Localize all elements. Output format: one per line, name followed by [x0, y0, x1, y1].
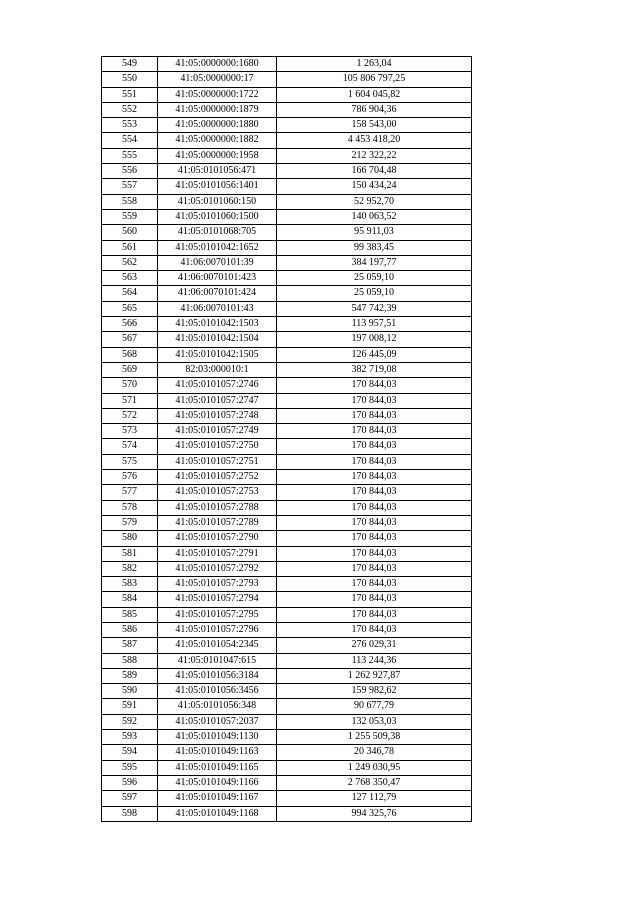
- row-number-cell: 555: [102, 148, 158, 163]
- row-number-cell: 591: [102, 699, 158, 714]
- cadastral-value-cell: 1 249 030,95: [277, 760, 472, 775]
- cadastral-number-cell: 41:05:0101049:1167: [158, 791, 277, 806]
- table-row: [102, 209, 472, 224]
- row-number-cell: 552: [102, 102, 158, 117]
- table-row: [102, 362, 472, 377]
- table-row: [102, 485, 472, 500]
- table-row: [102, 515, 472, 530]
- row-number-cell: 592: [102, 714, 158, 729]
- cadastral-number-cell: 41:05:0101056:3456: [158, 684, 277, 699]
- table-row: [102, 577, 472, 592]
- cadastral-number-cell: 41:06:0070101:424: [158, 286, 277, 301]
- row-number-cell: 571: [102, 393, 158, 408]
- cadastral-number-cell: 41:06:0070101:39: [158, 255, 277, 270]
- cadastral-value-cell: 20 346,78: [277, 745, 472, 760]
- cadastral-number-cell: 41:05:0101057:2037: [158, 714, 277, 729]
- row-number-cell: 564: [102, 286, 158, 301]
- table-row: [102, 240, 472, 255]
- cadastral-number-cell: 41:05:0101057:2789: [158, 515, 277, 530]
- table-body: [102, 57, 472, 822]
- cadastral-value-cell: 132 053,03: [277, 714, 472, 729]
- table-row: [102, 164, 472, 179]
- cadastral-value-cell: 170 844,03: [277, 622, 472, 637]
- table-row: [102, 317, 472, 332]
- row-number-cell: 594: [102, 745, 158, 760]
- table-row: [102, 806, 472, 821]
- cadastral-value-cell: 126 445,09: [277, 347, 472, 362]
- row-number-cell: 585: [102, 607, 158, 622]
- table-row: [102, 225, 472, 240]
- cadastral-value-cell: 170 844,03: [277, 607, 472, 622]
- cadastral-number-cell: 41:05:0101057:2795: [158, 607, 277, 622]
- row-number-cell: 572: [102, 408, 158, 423]
- table-row: [102, 378, 472, 393]
- row-number-cell: 586: [102, 622, 158, 637]
- cadastral-number-cell: 41:05:0101057:2788: [158, 500, 277, 515]
- row-number-cell: 596: [102, 775, 158, 790]
- row-number-cell: 593: [102, 730, 158, 745]
- cadastral-number-cell: 41:05:0101057:2794: [158, 592, 277, 607]
- cadastral-value-cell: 170 844,03: [277, 408, 472, 423]
- cadastral-number-cell: 41:05:0101057:2751: [158, 454, 277, 469]
- row-number-cell: 550: [102, 72, 158, 87]
- cadastral-value-cell: 786 904,36: [277, 102, 472, 117]
- row-number-cell: 589: [102, 668, 158, 683]
- table-row: [102, 439, 472, 454]
- row-number-cell: 557: [102, 179, 158, 194]
- cadastral-value-cell: 170 844,03: [277, 424, 472, 439]
- table-row: [102, 622, 472, 637]
- row-number-cell: 574: [102, 439, 158, 454]
- cadastral-number-cell: 41:05:0101056:348: [158, 699, 277, 714]
- cadastral-value-cell: 1 262 927,87: [277, 668, 472, 683]
- cadastral-value-cell: 170 844,03: [277, 515, 472, 530]
- table-row: [102, 87, 472, 102]
- cadastral-value-cell: 170 844,03: [277, 470, 472, 485]
- cadastral-number-cell: 41:05:0101057:2753: [158, 485, 277, 500]
- table-row: [102, 255, 472, 270]
- cadastral-number-cell: 41:06:0070101:423: [158, 271, 277, 286]
- cadastral-number-cell: 41:05:0101049:1168: [158, 806, 277, 821]
- cadastral-value-cell: 159 982,62: [277, 684, 472, 699]
- table-row: [102, 607, 472, 622]
- row-number-cell: 558: [102, 194, 158, 209]
- cadastral-value-cell: 127 112,79: [277, 791, 472, 806]
- row-number-cell: 562: [102, 255, 158, 270]
- row-number-cell: 587: [102, 638, 158, 653]
- table-row: [102, 684, 472, 699]
- cadastral-value-cell: 212 322,22: [277, 148, 472, 163]
- cadastral-number-cell: 41:05:0000000:17: [158, 72, 277, 87]
- table-row: [102, 133, 472, 148]
- cadastral-number-cell: 41:05:0101049:1166: [158, 775, 277, 790]
- table-row: [102, 638, 472, 653]
- cadastral-value-cell: 382 719,08: [277, 362, 472, 377]
- cadastral-value-cell: 113 244,36: [277, 653, 472, 668]
- row-number-cell: 595: [102, 760, 158, 775]
- table-row: [102, 424, 472, 439]
- cadastral-number-cell: 41:05:0101042:1652: [158, 240, 277, 255]
- cadastral-value-cell: 170 844,03: [277, 531, 472, 546]
- cadastral-number-cell: 41:05:0101042:1504: [158, 332, 277, 347]
- row-number-cell: 584: [102, 592, 158, 607]
- table-row: [102, 454, 472, 469]
- row-number-cell: 597: [102, 791, 158, 806]
- cadastral-value-cell: 1 604 045,82: [277, 87, 472, 102]
- cadastral-number-cell: 41:05:0101057:2749: [158, 424, 277, 439]
- row-number-cell: 598: [102, 806, 158, 821]
- cadastral-value-cell: 170 844,03: [277, 592, 472, 607]
- cadastral-number-cell: 41:05:0000000:1958: [158, 148, 277, 163]
- table-row: [102, 714, 472, 729]
- cadastral-number-cell: 41:05:0101057:2791: [158, 546, 277, 561]
- table-row: [102, 668, 472, 683]
- row-number-cell: 581: [102, 546, 158, 561]
- cadastral-number-cell: 41:05:0101057:2747: [158, 393, 277, 408]
- cadastral-value-cell: 276 029,31: [277, 638, 472, 653]
- cadastral-value-cell: 170 844,03: [277, 500, 472, 515]
- cadastral-number-cell: 41:05:0101042:1505: [158, 347, 277, 362]
- cadastral-value-cell: 2 768 350,47: [277, 775, 472, 790]
- cadastral-number-cell: 41:05:0101068:705: [158, 225, 277, 240]
- table-row: [102, 745, 472, 760]
- table-row: [102, 699, 472, 714]
- cadastral-value-cell: 994 325,76: [277, 806, 472, 821]
- row-number-cell: 561: [102, 240, 158, 255]
- table-row: [102, 179, 472, 194]
- cadastral-number-cell: 41:05:0000000:1880: [158, 118, 277, 133]
- row-number-cell: 553: [102, 118, 158, 133]
- cadastral-number-cell: 41:05:0000000:1882: [158, 133, 277, 148]
- cadastral-number-cell: 41:05:0101060:150: [158, 194, 277, 209]
- cadastral-value-cell: 170 844,03: [277, 454, 472, 469]
- cadastral-number-cell: 41:05:0101056:3184: [158, 668, 277, 683]
- row-number-cell: 569: [102, 362, 158, 377]
- row-number-cell: 582: [102, 561, 158, 576]
- cadastral-value-cell: 197 008,12: [277, 332, 472, 347]
- cadastral-number-cell: 41:05:0101057:2752: [158, 470, 277, 485]
- table-row: [102, 301, 472, 316]
- row-number-cell: 573: [102, 424, 158, 439]
- table-row: [102, 148, 472, 163]
- table-row: [102, 561, 472, 576]
- row-number-cell: 568: [102, 347, 158, 362]
- row-number-cell: 590: [102, 684, 158, 699]
- cadastral-number-cell: 41:05:0101057:2750: [158, 439, 277, 454]
- table-row: [102, 57, 472, 72]
- table-row: [102, 760, 472, 775]
- cadastral-value-cell: 547 742,39: [277, 301, 472, 316]
- cadastral-value-cell: 170 844,03: [277, 577, 472, 592]
- cadastral-value-cell: 4 453 418,20: [277, 133, 472, 148]
- cadastral-number-cell: 41:05:0101056:471: [158, 164, 277, 179]
- table-row: [102, 72, 472, 87]
- cadastral-number-cell: 41:05:0000000:1680: [158, 57, 277, 72]
- table-row: [102, 775, 472, 790]
- row-number-cell: 566: [102, 317, 158, 332]
- cadastral-number-cell: 41:05:0101057:2790: [158, 531, 277, 546]
- cadastral-value-cell: 90 677,79: [277, 699, 472, 714]
- cadastral-number-cell: 41:05:0101057:2793: [158, 577, 277, 592]
- row-number-cell: 579: [102, 515, 158, 530]
- cadastral-number-cell: 41:05:0101057:2746: [158, 378, 277, 393]
- row-number-cell: 559: [102, 209, 158, 224]
- table-row: [102, 347, 472, 362]
- row-number-cell: 583: [102, 577, 158, 592]
- cadastral-value-cell: 166 704,48: [277, 164, 472, 179]
- cadastral-value-cell: 384 197,77: [277, 255, 472, 270]
- table-row: [102, 271, 472, 286]
- table-row: [102, 286, 472, 301]
- cadastral-number-cell: 41:05:0101049:1130: [158, 730, 277, 745]
- cadastral-value-cell: 170 844,03: [277, 439, 472, 454]
- cadastral-number-cell: 41:05:0101049:1163: [158, 745, 277, 760]
- table-row: [102, 730, 472, 745]
- table-row: [102, 332, 472, 347]
- table-row: [102, 194, 472, 209]
- table-row: [102, 102, 472, 117]
- cadastral-value-cell: 170 844,03: [277, 546, 472, 561]
- table-row: [102, 118, 472, 133]
- row-number-cell: 554: [102, 133, 158, 148]
- row-number-cell: 556: [102, 164, 158, 179]
- cadastral-number-cell: 41:05:0101057:2792: [158, 561, 277, 576]
- cadastral-value-cell: 99 383,45: [277, 240, 472, 255]
- row-number-cell: 549: [102, 57, 158, 72]
- row-number-cell: 570: [102, 378, 158, 393]
- cadastral-number-cell: 41:05:0101057:2748: [158, 408, 277, 423]
- row-number-cell: 588: [102, 653, 158, 668]
- cadastral-value-cell: 170 844,03: [277, 378, 472, 393]
- cadastral-number-cell: 41:05:0101047:615: [158, 653, 277, 668]
- cadastral-value-cell: 25 059,10: [277, 286, 472, 301]
- cadastral-value-cell: 113 957,51: [277, 317, 472, 332]
- cadastral-value-cell: 158 543,00: [277, 118, 472, 133]
- cadastral-number-cell: 41:06:0070101:43: [158, 301, 277, 316]
- row-number-cell: 577: [102, 485, 158, 500]
- cadastral-value-cell: 25 059,10: [277, 271, 472, 286]
- cadastral-number-cell: 41:05:0000000:1722: [158, 87, 277, 102]
- cadastral-value-cell: 1 263,04: [277, 57, 472, 72]
- row-number-cell: 565: [102, 301, 158, 316]
- cadastral-value-cell: 1 255 509,38: [277, 730, 472, 745]
- cadastral-value-cell: 170 844,03: [277, 485, 472, 500]
- table-row: [102, 592, 472, 607]
- table-row: [102, 470, 472, 485]
- table-row: [102, 653, 472, 668]
- row-number-cell: 578: [102, 500, 158, 515]
- cadastral-value-cell: 95 911,03: [277, 225, 472, 240]
- cadastral-number-cell: 41:05:0101056:1401: [158, 179, 277, 194]
- row-number-cell: 575: [102, 454, 158, 469]
- cadastral-number-cell: 41:05:0101057:2796: [158, 622, 277, 637]
- cadastral-value-table: [101, 56, 472, 822]
- cadastral-value-cell: 52 952,70: [277, 194, 472, 209]
- cadastral-number-cell: 41:05:0101054:2345: [158, 638, 277, 653]
- row-number-cell: 551: [102, 87, 158, 102]
- row-number-cell: 576: [102, 470, 158, 485]
- row-number-cell: 580: [102, 531, 158, 546]
- table-row: [102, 500, 472, 515]
- cadastral-value-cell: 150 434,24: [277, 179, 472, 194]
- row-number-cell: 560: [102, 225, 158, 240]
- row-number-cell: 563: [102, 271, 158, 286]
- row-number-cell: 567: [102, 332, 158, 347]
- cadastral-number-cell: 41:05:0000000:1879: [158, 102, 277, 117]
- table-row: [102, 791, 472, 806]
- table-row: [102, 546, 472, 561]
- cadastral-number-cell: 41:05:0101060:1500: [158, 209, 277, 224]
- cadastral-value-cell: 170 844,03: [277, 561, 472, 576]
- cadastral-number-cell: 82:03:000010:1: [158, 362, 277, 377]
- cadastral-number-cell: 41:05:0101049:1165: [158, 760, 277, 775]
- table-row: [102, 408, 472, 423]
- cadastral-value-cell: 105 806 797,25: [277, 72, 472, 87]
- cadastral-value-cell: 140 063,52: [277, 209, 472, 224]
- cadastral-number-cell: 41:05:0101042:1503: [158, 317, 277, 332]
- table-row: [102, 531, 472, 546]
- table-row: [102, 393, 472, 408]
- cadastral-value-cell: 170 844,03: [277, 393, 472, 408]
